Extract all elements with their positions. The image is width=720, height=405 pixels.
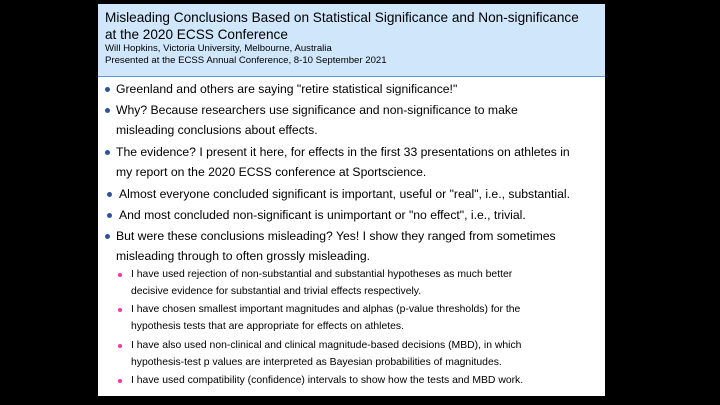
bullet-dot-icon <box>105 150 110 155</box>
bullet-text: But were these conclusions misleading? Yes! I show they ranged from sometimes <box>116 229 556 243</box>
bullet-text: Why? Because researchers use significance and non-significance to make <box>116 103 518 117</box>
sub-bullet-dot-icon <box>118 273 122 277</box>
sub-bullet-dot-icon <box>118 308 122 312</box>
bullet-text: misleading through to often grossly misleading. <box>116 249 371 263</box>
bullet-dot-icon <box>105 108 110 113</box>
sub-bullet-text: hypothesis-test p values are interpreted as Bayesian probabilities of magnitudes. <box>131 357 502 368</box>
sub-bullet-text: decisive evidence for substantial and trivial effects respectively. <box>131 286 422 297</box>
bullet-text: my report on the 2020 ECSS conference at Sportscience. <box>116 165 427 179</box>
bullet-text: Greenland and others are saying "retire statistical significance!" <box>116 82 458 96</box>
bullet-dot-icon <box>107 213 112 218</box>
bullet-text: misleading conclusions about effects. <box>116 123 318 137</box>
author-line: Will Hopkins, Victoria University, Melbourne, Australia <box>105 43 332 54</box>
presented-line: Presented at the ECSS Annual Conference, 8-10 September 2021 <box>105 55 387 66</box>
bullet-dot-icon <box>107 192 112 197</box>
sub-bullet-text: hypothesis tests that are appropriate for effects on athletes. <box>131 321 405 332</box>
bullet-dot-icon <box>105 87 110 92</box>
bullet-text: The evidence? I present it here, for effects in the first 33 presentations on athletes in <box>116 145 570 159</box>
sub-bullet-text: I have also used non-clinical and clinical magnitude-based decisions (MBD), in which <box>131 340 522 351</box>
sub-bullet-dot-icon <box>118 344 122 348</box>
sub-bullet-text: I have used rejection of non-substantial and substantial hypotheses as much better <box>131 269 513 280</box>
slide-header <box>98 4 605 77</box>
slide-title-line-2: at the 2020 ECSS Conference <box>105 27 288 42</box>
bullet-text: And most concluded non-significant is unimportant or "no effect", i.e., trivial. <box>119 208 526 222</box>
sub-bullet-dot-icon <box>118 379 122 383</box>
bullet-text: Almost everyone concluded significant is important, useful or "real", i.e., substantial. <box>119 187 571 201</box>
slide <box>98 4 605 396</box>
slide-title-line-1: Misleading Conclusions Based on Statistical Significance and Non-significance <box>105 10 579 25</box>
sub-bullet-text: I have used compatibility (confidence) intervals to show how the tests and MBD work. <box>131 375 524 386</box>
sub-bullet-text: I have chosen smallest important magnitudes and alphas (p-value thresholds) for the <box>131 304 521 315</box>
bullet-dot-icon <box>105 234 110 239</box>
